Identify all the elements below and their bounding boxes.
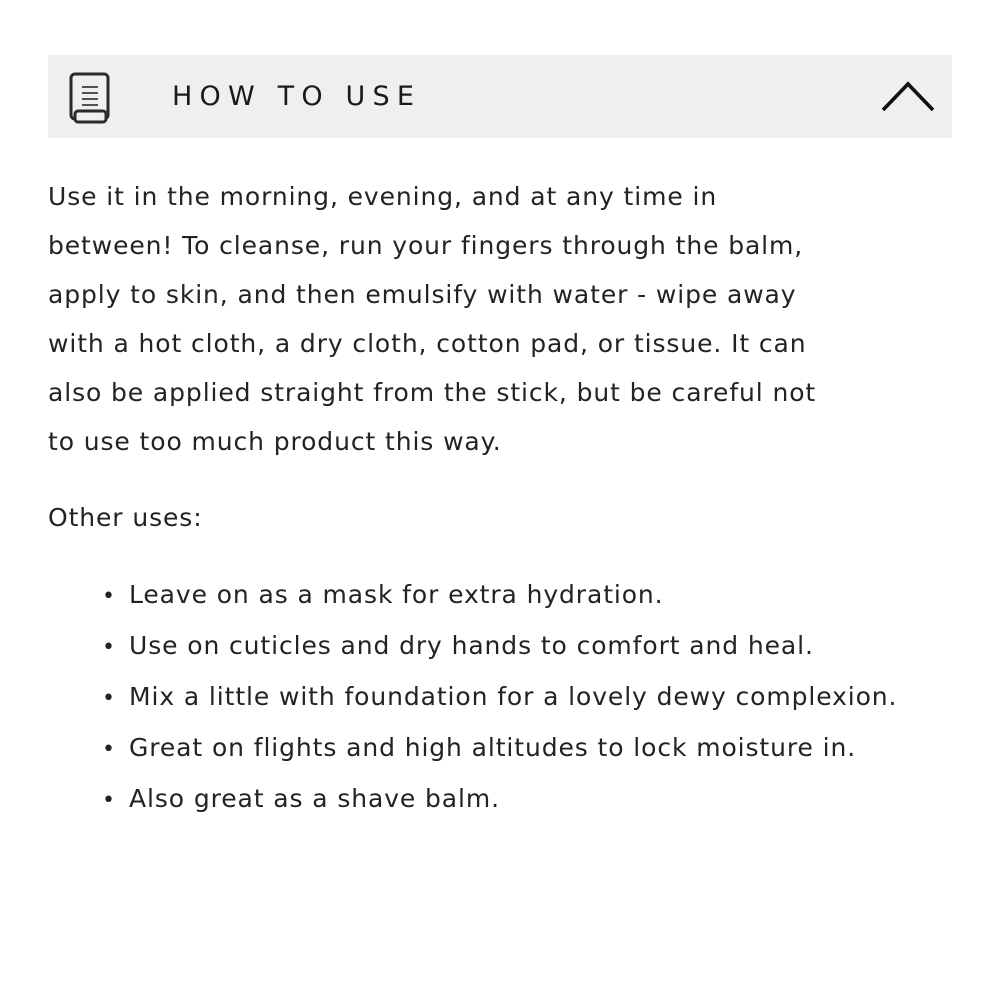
list-item-text: Leave on as a mask for extra hydration.	[129, 580, 664, 609]
list-item-text: Use on cuticles and dry hands to comfort and heal.	[129, 631, 814, 660]
list-item	[102, 723, 952, 774]
accordion-title: HOW TO USE	[172, 81, 422, 112]
bullet: •	[102, 737, 116, 762]
list-item-text: Mix a little with foundation for a lovely dewy complexion.	[129, 682, 898, 711]
bullet: •	[102, 686, 116, 711]
other-uses-list	[48, 570, 952, 825]
other-uses-label: Other uses:	[48, 503, 203, 532]
how-to-use-accordion-header[interactable]	[48, 55, 952, 138]
list-item	[102, 672, 952, 723]
bullet: •	[102, 788, 116, 813]
list-item	[102, 621, 952, 672]
document-icon	[68, 72, 112, 124]
bullet: •	[102, 584, 116, 609]
list-item-text: Also great as a shave balm.	[129, 784, 500, 813]
list-item-text: Great on flights and high altitudes to lock moisture in.	[129, 733, 857, 762]
list-item	[102, 570, 952, 621]
bullet: •	[102, 635, 116, 660]
chevron-up-icon[interactable]	[880, 79, 936, 113]
accordion-content	[48, 172, 952, 825]
list-item	[102, 774, 952, 825]
how-to-use-paragraph: Use it in the morning, evening, and at any time in between! To cleanse, run your fingers through the balm, apply to skin, and then emulsify with water - wipe away with a hot cloth, a dry cloth, cotton pad, or tissue. It can also be applied straight from the stick, but be careful not to use too much product this way.	[48, 182, 817, 456]
